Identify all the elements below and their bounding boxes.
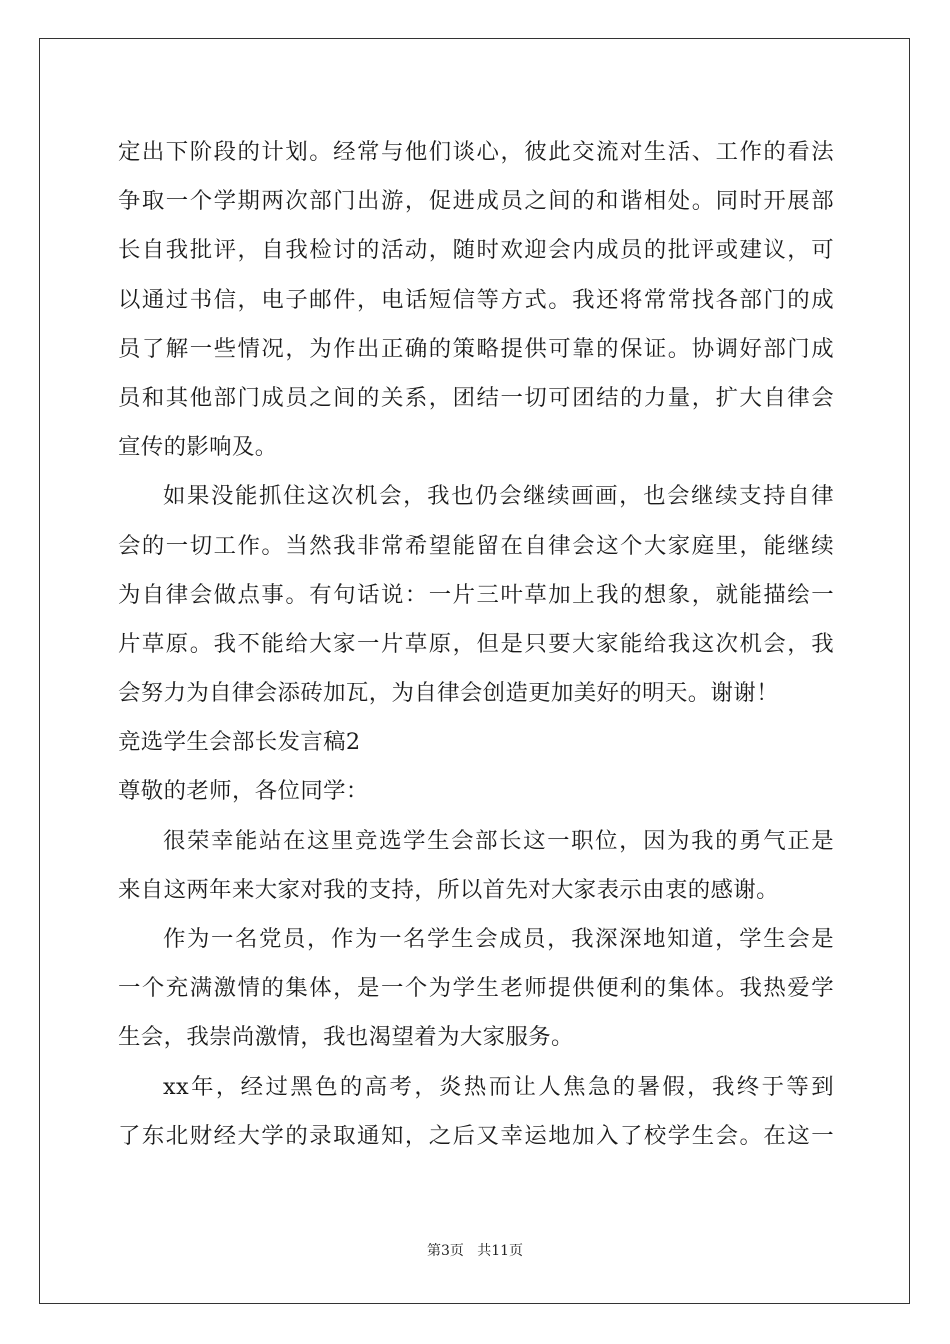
paragraph-line: 片草原。我不能给大家一片草原，但是只要大家能给我这次机会，我 [118,630,834,657]
paragraph-line: 会的一切工作。当然我非常希望能留在自律会这个大家庭里，能继续 [118,532,834,559]
paragraph-line: 员和其他部门成员之间的关系，团结一切可团结的力量，扩大自律会 [118,384,834,411]
paragraph-line: 来自这两年来大家对我的支持，所以首先对大家表示由衷的感谢。 [118,876,779,903]
paragraph-line: 一个充满激情的集体，是一个为学生老师提供便利的集体。我热爱学 [118,975,834,1002]
paragraph-line: xx年，经过黑色的高考，炎热而让人焦急的暑假，我终于等到 [163,1073,834,1100]
paragraph-line: 生会，我崇尚激情，我也渴望着为大家服务。 [118,1024,574,1051]
paragraph-line: 很荣幸能站在这里竞选学生会部长这一职位，因为我的勇气正是 [163,827,834,854]
section-heading: 竞选学生会部长发言稿2 [118,729,361,756]
paragraph-line: 作为一名党员，作为一名学生会成员，我深深地知道，学生会是 [163,926,834,952]
salutation: 尊敬的老师，各位同学： [118,778,369,805]
paragraph-line: 定出下阶段的计划。经常与他们谈心，彼此交流对生活、工作的看法 [118,139,834,165]
paragraph-line: 宣传的影响及。 [118,434,278,461]
paragraph-line: 会努力为自律会添砖加瓦，为自律会创造更加美好的明天。谢谢！ [118,680,779,707]
paragraph-line: 为自律会做点事。有句话说：一片三叶草加上我的想象，就能描绘一 [118,581,834,608]
page-number-footer: 第3页 共11页 [426,1243,524,1259]
paragraph-line: 员了解一些情况，为作出正确的策略提供可靠的保证。协调好部门成 [118,335,834,362]
paragraph-line: 争取一个学期两次部门出游，促进成员之间的和谐相处。同时开展部 [118,188,834,215]
paragraph-line: 以通过书信，电子邮件，电话短信等方式。我还将常常找各部门的成 [118,286,834,313]
document-body [118,128,834,1161]
paragraph-line: 如果没能抓住这次机会，我也仍会继续画画，也会继续支持自律 [163,483,834,510]
paragraph-line: 了东北财经大学的录取通知，之后又幸运地加入了校学生会。在这一 [118,1122,834,1149]
paragraph-line: 长自我批评，自我检讨的活动，随时欢迎会内成员的批评或建议，可 [118,237,834,264]
